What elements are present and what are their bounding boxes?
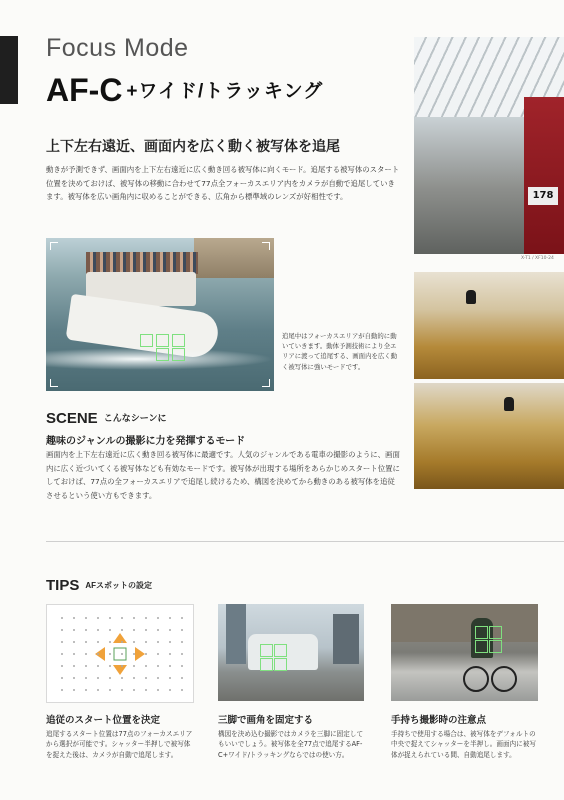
af-point (181, 629, 183, 631)
bicycle-wheel (491, 666, 517, 692)
af-frame (489, 626, 502, 639)
af-point (169, 617, 171, 619)
frame-corner (50, 242, 58, 250)
af-point (73, 677, 75, 679)
af-point (157, 629, 159, 631)
af-point (61, 629, 63, 631)
rider-silhouette (504, 397, 514, 411)
af-frame (260, 644, 273, 657)
passenger-crowd (86, 252, 198, 274)
scene-title: SCENE (46, 410, 98, 427)
af-point (121, 617, 123, 619)
frame-corner (50, 379, 58, 387)
af-point (97, 629, 99, 631)
af-point (85, 653, 87, 655)
tips-subtitle: AFスポットの設定 (85, 581, 153, 590)
bicycle-wheel (463, 666, 489, 692)
af-point (157, 677, 159, 679)
af-point (85, 629, 87, 631)
tips-heading (46, 577, 152, 594)
af-point (109, 641, 111, 643)
move-arrows-icon (47, 605, 193, 702)
af-point (109, 689, 111, 691)
af-frame (274, 658, 287, 671)
af-point (109, 677, 111, 679)
af-frame (156, 348, 169, 361)
af-point (157, 641, 159, 643)
af-frame (140, 334, 153, 347)
af-point (121, 689, 123, 691)
af-frame (172, 348, 185, 361)
af-point (157, 653, 159, 655)
af-point (169, 677, 171, 679)
af-point (133, 629, 135, 631)
af-point (133, 617, 135, 619)
af-frame (489, 640, 502, 653)
af-point (61, 677, 63, 679)
af-point (145, 617, 147, 619)
mtb-jump-photo-2 (414, 383, 564, 489)
frame-corner (262, 242, 270, 250)
tip-3-title: 手持ち撮影時の注意点 (391, 715, 487, 726)
af-point (133, 653, 135, 655)
section-divider (46, 541, 564, 542)
af-point (145, 665, 147, 667)
af-frame (172, 334, 185, 347)
af-point (181, 689, 183, 691)
af-point-grid (46, 604, 194, 703)
af-point (85, 641, 87, 643)
af-point (145, 689, 147, 691)
af-point (181, 617, 183, 619)
af-point (97, 617, 99, 619)
af-frame (156, 334, 169, 347)
af-point (109, 617, 111, 619)
af-point (85, 617, 87, 619)
mode-name: AF-C (46, 72, 123, 108)
af-point (85, 665, 87, 667)
af-point (97, 653, 99, 655)
building-facade (391, 604, 538, 642)
af-point (157, 689, 159, 691)
af-point (145, 677, 147, 679)
af-point (121, 677, 123, 679)
af-point (97, 677, 99, 679)
af-point (181, 653, 183, 655)
af-point (145, 629, 147, 631)
af-point (73, 629, 75, 631)
af-point (73, 641, 75, 643)
af-point (133, 665, 135, 667)
tip-2-title: 三脚で画角を固定する (218, 715, 314, 726)
af-point (169, 653, 171, 655)
af-frame (475, 626, 488, 639)
boat-photo (46, 238, 274, 391)
scene-heading (46, 410, 167, 427)
af-point (121, 641, 123, 643)
af-point (169, 629, 171, 631)
boat-caption: 追尾中はフォーカスエリアが自動的に動いていきます。動体予測技術により全エリアに渡って追尾する、画面内を広く動く被写体に強いモードです。 (282, 332, 398, 371)
af-frame (274, 644, 287, 657)
af-point (61, 665, 63, 667)
af-point (61, 689, 63, 691)
af-point (145, 641, 147, 643)
af-point (61, 641, 63, 643)
intro-paragraph: 動きが予測できず、画面内を上下左右遠近に広く動き回る被写体に向くモード。追尾する被写体のスタート位置を決めておけば、被写体の移動に合わせて77点全フォーカスエリア内をカメラが自動で追尾していきます。被写体を広い画角内に収めることができる、広角から標準域のレンズが好相性です。 (46, 165, 400, 202)
af-point (61, 617, 63, 619)
rider-silhouette (466, 290, 476, 304)
af-point (73, 689, 75, 691)
cyclist-photo (391, 604, 538, 701)
af-point (109, 665, 111, 667)
af-frame (260, 658, 273, 671)
af-point (121, 629, 123, 631)
af-point (85, 677, 87, 679)
frame-corner (262, 379, 270, 387)
af-frame (475, 640, 488, 653)
building (333, 614, 359, 664)
section-kicker: Focus Mode (46, 34, 189, 62)
af-point (121, 665, 123, 667)
af-point (97, 689, 99, 691)
af-point (169, 665, 171, 667)
af-point (97, 665, 99, 667)
tip-2-text: 構図を決め込む撮影ではカメラを三脚に固定してもいいでしょう。被写体を全77点で追尾するAF-C+ワイド/トラッキングならではの使い方。 (218, 730, 364, 759)
tram-station-photo (414, 37, 564, 254)
af-point (73, 617, 75, 619)
af-point (73, 653, 75, 655)
photo-credit: X-T1 / XF10-24 (521, 256, 554, 261)
mtb-jump-photo-1 (414, 272, 564, 379)
af-point (109, 629, 111, 631)
lead-heading: 上下左右遠近、画面内を広く動く被写体を追尾 (46, 139, 340, 155)
tram-tripod-photo (218, 604, 364, 701)
scene-subtitle: こんなシーンに (103, 413, 167, 423)
mode-suffix: +ワイド/トラッキング (126, 81, 324, 102)
af-point (133, 677, 135, 679)
af-point (181, 641, 183, 643)
af-point (181, 665, 183, 667)
tram-number: 178 (528, 187, 558, 205)
af-point (133, 641, 135, 643)
af-point (61, 653, 63, 655)
af-point (121, 653, 123, 655)
af-point (85, 689, 87, 691)
af-point (109, 653, 111, 655)
side-tab (0, 36, 18, 104)
tips-title: TIPS (46, 577, 80, 594)
page-title (46, 72, 323, 109)
af-point (169, 641, 171, 643)
af-point (169, 689, 171, 691)
af-point (97, 641, 99, 643)
tram-car (524, 97, 564, 254)
tip-1-title: 追従のスタート位置を決定 (46, 715, 161, 726)
af-point (157, 617, 159, 619)
af-point (145, 653, 147, 655)
af-point (157, 665, 159, 667)
tip-3-text: 手持ちで使用する場合は、被写体をデフォルトの中央で捉えてシャッターを半押し。画面内に被写体が捉えられている間、自動追尾します。 (391, 730, 536, 759)
tip-1-text: 追尾するスタート位置は77点のフォーカスエリアから選択が可能です。シャッター半押しで被写体を捉えた後は、カメラが自動で追尾します。 (46, 730, 193, 759)
af-point (181, 677, 183, 679)
af-point (73, 665, 75, 667)
scene-subheading: 趣味のジャンルの撮影に力を発揮するモード (46, 436, 246, 447)
af-point (133, 689, 135, 691)
building (226, 604, 246, 664)
scene-paragraph: 画面内を上下左右遠近に広く動き回る被写体に最適です。人気のジャンルである電車の撮影のように、画面内に広く近づいてくる被写体なども有効なモードです。被写体が出現する場所をあらかじめスタート位置にしておけば、77点の全フォーカスエリアで追尾し続けるため、構図を決めてから動きのある被写体を追従させるという使い方もできます。 (46, 450, 400, 500)
